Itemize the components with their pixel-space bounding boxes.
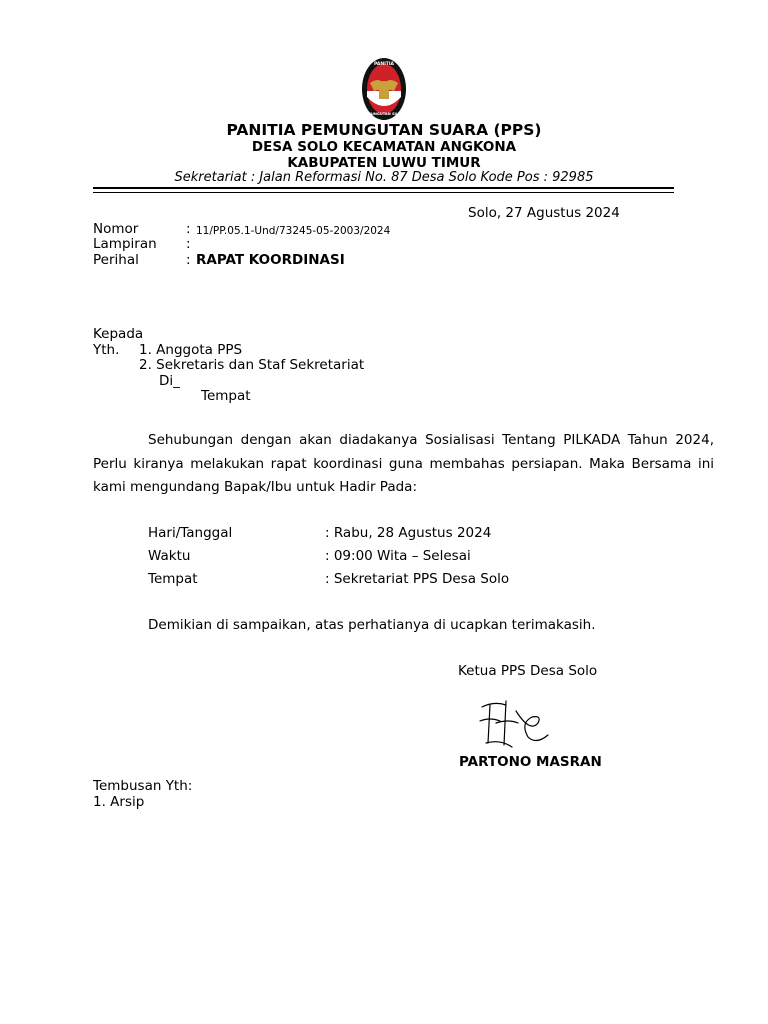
perihal-colon: : [186, 252, 191, 268]
nomor-label: Nomor [93, 221, 139, 237]
schedule-label: Waktu [148, 548, 191, 564]
nomor-value: 11/PP.05.1-Und/73245-05-2003/2024 [196, 225, 391, 237]
kepada-label: Kepada [93, 326, 144, 342]
regency-name: KABUPATEN LUWU TIMUR [287, 155, 481, 171]
header-rule-thin [93, 192, 674, 193]
recipient-item: 1. Anggota PPS [139, 342, 243, 358]
lampiran-colon: : [186, 236, 191, 252]
letter-date: Solo, 27 Agustus 2024 [468, 205, 620, 221]
schedule-label: Tempat [148, 571, 198, 587]
org-name: PANITIA PEMUNGUTAN SUARA (PPS) [226, 121, 542, 139]
lampiran-label: Lampiran [93, 236, 157, 252]
schedule-value: : 09:00 Wita – Selesai [325, 548, 471, 564]
address-line: Sekretariat : Jalan Reformasi No. 87 Desa Solo Kode Pos : 92985 [174, 170, 594, 185]
schedule-value: : Sekretariat PPS Desa Solo [325, 571, 510, 587]
perihal-label: Perihal [93, 252, 139, 268]
body-paragraph: Sehubungan dengan akan diadakanya Sosialisasi Tentang PILKADA Tahun 2024, Perlu kiranya melakukan rapat koordinasi guna membahas persiapan. Maka Bersama ini kami mengundang Bapak/Ibu untuk Hadir Pada: [93, 432, 714, 495]
signer-title: Ketua PPS Desa Solo [458, 663, 598, 679]
schedule-value: : Rabu, 28 Agustus 2024 [325, 525, 492, 541]
kpu-logo [348, 57, 420, 121]
recipient-item: 2. Sekretaris dan Staf Sekretariat [139, 357, 365, 373]
signer-name: PARTONO MASRAN [459, 754, 602, 770]
village-name: DESA SOLO KECAMATAN ANGKONA [251, 139, 517, 155]
svg-text:PEMUNGUTAN SUARA: PEMUNGUTAN SUARA [362, 112, 406, 116]
perihal-value: RAPAT KOORDINASI [196, 252, 345, 268]
svg-text:PANITIA: PANITIA [373, 62, 395, 67]
nomor-colon: : [186, 221, 191, 237]
cc-label: Tembusan Yth: [93, 778, 193, 794]
closing-sentence: Demikian di sampaikan, atas perhatianya di ucapkan terimakasih. [148, 617, 596, 633]
di-label: Di_ [159, 373, 180, 389]
tempat-label: Tempat [201, 388, 251, 404]
handwritten-signature [476, 693, 556, 757]
header-rule-thick [93, 187, 674, 189]
yth-label: Yth. [93, 342, 120, 358]
cc-item: 1. Arsip [93, 794, 145, 810]
schedule-label: Hari/Tanggal [148, 525, 233, 541]
